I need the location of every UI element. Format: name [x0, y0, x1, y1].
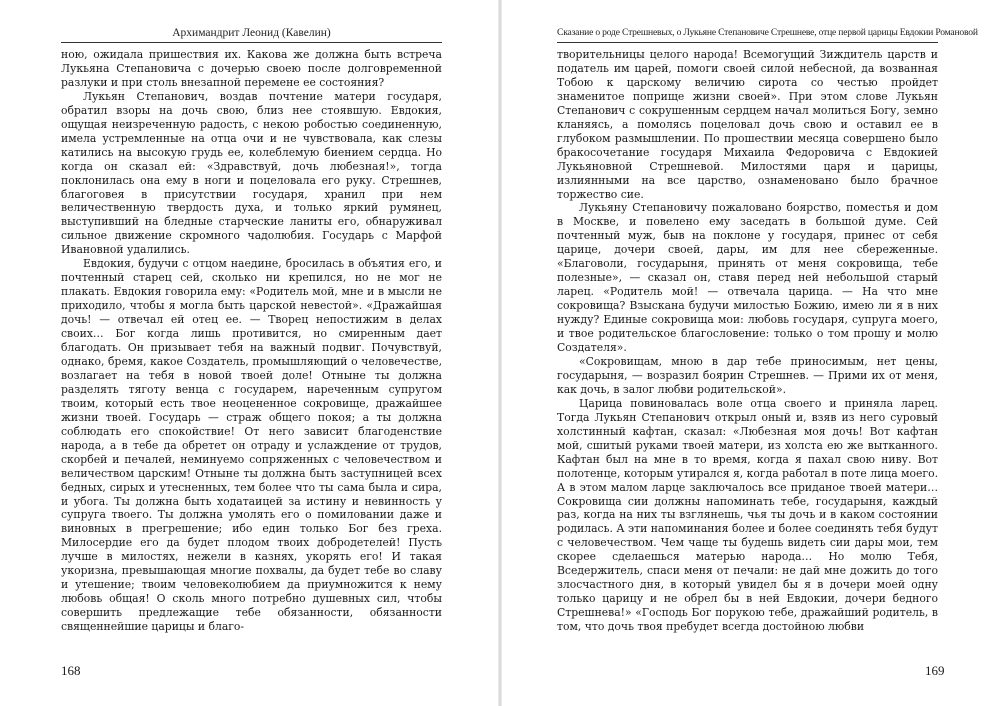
running-header: Архимандрит Леонид (Кавелин) [172, 27, 331, 39]
paragraph: Евдокия, будучи с отцом наедине, бросилась в объятия его, и почтенный старец сей, сколько ни крепился, но не мог не плакать. Евдокия говорила ему: «Родитель мой, мне и в мысли не приходило, чтобы я могла быть царской невестой». «Дражайшая дочь! — отвечал ей отец ее. — Творец непостижим в делах своих… Бог когда лишь противится, но смиренным дает благодать. Он призывает тебя на важный подвиг. Почувствуй, однако, бремя, какое Создатель, промышляющий о человечестве, возлагает на тебя в новой твоей доле! Отныне ты должна разделять тяготу венца с государем, нареченным супругом твоим, который есть твое неоцененное сокровище, дражайшее жизни твоей. Государь — страж общего покоя; а ты должна соблюдать его спокойствие! От него зависит благоденствие народа, а в тебе да обретет он отраду и услаждение от трудов, скорбей и печалей, неминуемо сопряженных с человечеством и величеством царским! Отныне ты должна быть заступницей всех бедных, сирых и утесненных, тем более что ты сама была и сира, и убога. Ты должна быть ходатаицей за истину и невинность у супруга твоего. Ты должна умолять его о помиловании даже и виновных в прегрешение; ибо един только Бог без греха. Милосердие его да будет плодом твоих добродетелей! Пусть лучше в милостях, нежели в казнях, укорять его! И такая укоризна, превышающая многие похвалы, да будет тебе во славу и утешение; твоим человеколюбием да приумножится к нему любовь общая! О сколь много потребно душевных сил, чтобы совершить предлежащие тебе обязанности, обязанности священнейшие царицы и благо- [61, 257, 442, 634]
paragraph: Царица повиновалась воле отца своего и приняла ларец. Тогда Лукьян Степанович открыл оный и, взяв из него суровый холстинный кафтан, сказал: «Любезная моя дочь! Вот кафтан мой, сшитый руками твоей матери, из холста ею же вытканного. Кафтан был на мне в то время, когда я пахал свою ниву. Вот полотенце, которым утирался я, когда работал в поте лица моего. А в этом малом ларце заключалось все приданое твоей матери… Сокровища сии должны напоминать тебе, государыня, каждый раз, когда на них ты взглянешь, чья ты дочь и в каком состоянии родилась. А эти напоминания более и более соединять тебя будут с человечеством. Чем чаще ты будешь видеть сии дары мои, тем скорее сделаешься матерью народа… Но молю Тебя, Вседержитель, спаси меня от печали: не дай мне дожить до того злосчастного дня, в который увидел бы я в дочери моей одну только царицу и не обрел бы в ней Евдокии, дочери бедного Стрешнева!» «Господь Бог порукою тебе, дражайший родитель, в том, что дочь твоя пребудет всегда достойною любви [557, 396, 938, 634]
paragraph: Лукьян Степанович, воздав почтение матери государя, обратил взоры на дочь свою, близ нее стоявшую. Евдокия, ощущая неизреченную радость, с некою робостью соединенную, имела устремленные на отца очи и не чувствовала, как слезы катились на высокую грудь ее, колеблемую биением сердца. Но когда он сказал ей: «Здравствуй, дочь любезная!», тогда поклонилась она ему в ноги и поцеловала его руку. Стрешнев, благоговея в присутствии государя, хранил при нем величественную твердость духа, и только яркий румянец, выступивший на бледные старческие ланиты его, обнаруживал сильное движение скромного чадолюбия. Государь с Марфой Ивановной удалились. [61, 89, 442, 257]
page-body [61, 48, 442, 634]
paragraph: «Сокровищам, мною в дар тебе приносимым, нет цены, государыня, — возразил боярин Стрешнев. — Прими их от меня, как дочь, в залог любви родительской». [557, 354, 938, 396]
running-header: Сказание о роде Стрешневых, о Лукьяне Степановиче Стрешневе, отце первой царицы Евдокии Романовой [557, 27, 978, 38]
page-body [557, 48, 938, 634]
paragraph: ною, ожидала пришествия их. Какова же должна быть встреча Лукьяна Степановича с дочерью своею после долговременной разлуки и при столь внезапной перемене ее состояния? [61, 48, 442, 89]
page-number: 168 [61, 663, 81, 678]
paragraph: Лукьяну Степановичу пожаловано боярство, поместья и дом в Москве, и повелено ему заседать в большой думе. Сей почтенный муж, быв на поклоне у государя, принес от себя царице, дочери своей, дары, им для нее сбереженные. «Благоволи, государыня, принять от меня сокровища, тебе полезные», — сказал он, ставя перед ней небольшой старый ларец. «Родитель мой! — отвечала царица. — На что мне сокровища? Взыскана будучи милостью Божию, имею ли я в них нужду? Единые сокровища мои: любовь государя, супруга моего, и твое родительское благословение: только о том прошу и молю Создателя». [557, 201, 938, 355]
paragraph: творительницы целого народа! Всемогущий Зиждитель царств и податель им царей, помоги своей силой небесной, да возванная Тобою к царскому величию сирота со честью пройдет знаменитое поприще жизни своей». При этом слове Лукьян Степанович с сокрушенным сердцем начал молиться Богу, земно кланяясь, а помолясь поцеловал дочь свою и оставил ее в глубоком размышлении. По прошествии месяца совершено было бракосочетание государя Михаила Федоровича с Евдокией Лукьяновной Стрешневой. Милостями царя и царицы, излиянными на все царство, ознаменовано было брачное торжество сие. [557, 48, 938, 201]
right-page [500, 0, 1000, 706]
header-rule [61, 42, 442, 43]
page-number: 169 [925, 663, 945, 678]
header-rule [557, 42, 938, 43]
